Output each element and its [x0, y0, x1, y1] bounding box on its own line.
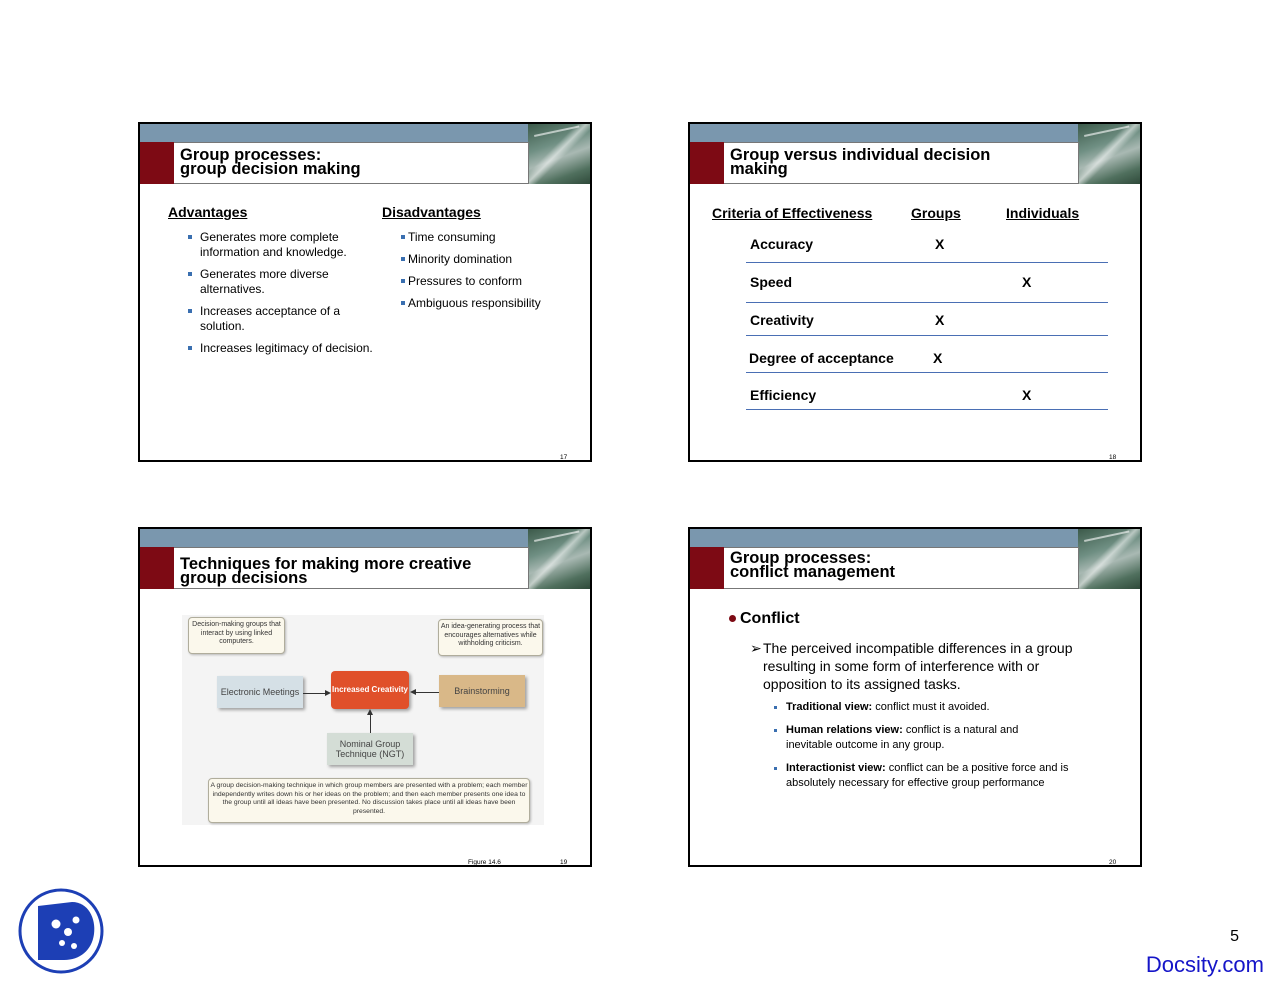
box-electronic-meetings: Electronic Meetings — [217, 676, 303, 708]
criterion-label: Efficiency — [750, 387, 817, 403]
list-item: Generates more complete information and knowledge. — [188, 230, 358, 259]
title-accent-block — [690, 142, 724, 184]
title-line-1: Group versus individual decision — [730, 146, 991, 164]
title-line-1: Group processes: — [730, 549, 872, 567]
row-divider — [746, 409, 1108, 410]
conflict-definition: ➢ The perceived incompatible differences in a group resulting in some form of interference with or opposition to its assigned tasks. — [750, 640, 1073, 692]
slide-17 — [138, 122, 592, 462]
docsity-link[interactable]: Docsity.com — [1145, 952, 1264, 977]
bullet-icon — [188, 309, 192, 313]
column-header-individuals: Individuals — [1006, 205, 1080, 221]
disadvantages-heading: Disadvantages — [382, 204, 481, 220]
bullet-icon — [401, 279, 405, 283]
list-item: Pressures to conform — [401, 274, 581, 289]
slide-title — [180, 148, 520, 176]
title-accent-block — [690, 547, 724, 589]
slide-18 — [688, 122, 1142, 462]
list-item: Increases legitimacy of decision. — [188, 341, 358, 356]
individuals-mark: X — [1022, 274, 1032, 290]
bullet-icon — [401, 301, 405, 305]
list-item: Time consuming — [401, 230, 581, 245]
title-accent-block — [140, 547, 174, 589]
header-photo — [1078, 124, 1140, 184]
title-line-2: conflict management — [730, 563, 896, 581]
slide-page-number: 20 — [1109, 859, 1117, 866]
criterion-label: Degree of acceptance — [749, 350, 894, 366]
bullet-icon — [729, 615, 736, 622]
slide-19 — [138, 527, 592, 867]
arrowhead-icon — [367, 709, 373, 715]
box-increased-creativity: Increased Creativity — [331, 671, 409, 709]
title-line-2: group decisions — [180, 569, 308, 587]
row-divider — [746, 335, 1108, 336]
list-item: Increases acceptance of a solution. — [188, 304, 358, 333]
bullet-icon — [401, 235, 405, 239]
bullet-icon — [188, 346, 192, 350]
box-brainstorming: Brainstorming — [439, 675, 525, 707]
creativity-diagram — [182, 615, 544, 825]
title-accent-block — [140, 142, 174, 184]
docsity-logo-icon — [18, 888, 104, 974]
view-item: Interactionist view: conflict can be a positive force and is absolutely necessary for effective group performance — [786, 761, 1106, 791]
view-item: Traditional view: conflict must it avoided. — [786, 700, 1106, 715]
advantages-list — [188, 230, 373, 364]
row-divider — [746, 372, 1108, 373]
slide-page-number: 17 — [560, 454, 568, 461]
header-photo — [528, 124, 590, 184]
advantages-heading: Advantages — [168, 204, 248, 220]
figure-caption: Figure 14.6 — [468, 859, 501, 866]
groups-mark: X — [935, 236, 945, 252]
slide-title — [730, 551, 1070, 579]
slide-page-number: 18 — [1109, 454, 1117, 461]
title-box — [724, 547, 1079, 589]
bullet-icon — [401, 257, 405, 261]
arrow-up-icon — [370, 712, 371, 733]
callout-nominal-group-technique: A group decision-making technique in which group members are presented with a problem; each member independently writes down his or her ideas on the problem; and then each member presents one idea to the group until all ideas have been presented. No discussion takes place until all ideas have been presented. — [208, 778, 530, 823]
bullet-icon — [188, 272, 192, 276]
groups-mark: X — [935, 312, 945, 328]
header-photo — [1078, 529, 1140, 589]
slide-header-bar — [690, 529, 1080, 547]
list-item: Minority domination — [401, 252, 581, 267]
title-line-2: making — [730, 160, 788, 178]
column-header-criteria: Criteria of Effectiveness — [712, 205, 873, 221]
list-item: Ambiguous responsibility — [401, 296, 581, 311]
column-header-groups: Groups — [911, 205, 961, 221]
criterion-label: Accuracy — [750, 236, 814, 252]
list-item: Generates more diverse alternatives. — [188, 267, 358, 296]
box-nominal-group-technique: Nominal Group Technique (NGT) — [327, 733, 413, 765]
slide-header-bar — [140, 124, 530, 142]
arrowhead-icon — [410, 689, 416, 695]
conflict-heading: Conflict — [729, 610, 800, 628]
groups-mark: X — [933, 350, 943, 366]
title-box — [174, 142, 529, 184]
slide-page-number: 19 — [560, 859, 568, 866]
bullet-icon — [774, 729, 777, 732]
callout-brainstorming: An idea-generating process that encourages alternatives while withholding criticism. — [438, 619, 543, 656]
arrow-left-icon — [413, 692, 439, 693]
slide-title — [730, 148, 1070, 176]
row-divider — [746, 302, 1108, 303]
header-photo — [528, 529, 590, 589]
slide-header-bar — [690, 124, 1080, 142]
title-line-1: Techniques for making more creative — [180, 555, 472, 573]
bullet-icon — [774, 767, 777, 770]
title-box — [724, 142, 1079, 184]
document-page-number: 5 — [1230, 928, 1239, 945]
row-divider — [746, 262, 1108, 263]
callout-electronic-meetings: Decision-making groups that interact by using linked computers. — [188, 617, 285, 654]
title-box — [174, 547, 529, 589]
arrow-bullet-icon: ➢ — [750, 640, 762, 656]
view-item: Human relations view: conflict is a natural and inevitable outcome in any group. — [786, 723, 1061, 753]
disadvantages-list — [401, 230, 581, 318]
title-line-2: group decision making — [180, 160, 361, 178]
title-line-1: Group processes: — [180, 146, 322, 164]
criterion-label: Speed — [750, 274, 793, 290]
bullet-icon — [188, 235, 192, 239]
individuals-mark: X — [1022, 387, 1032, 403]
arrowhead-icon — [325, 690, 331, 696]
bullet-icon — [774, 706, 777, 709]
slide-title — [180, 557, 520, 585]
slide-20 — [688, 527, 1142, 867]
slide-header-bar — [140, 529, 530, 547]
criterion-label: Creativity — [750, 312, 814, 328]
